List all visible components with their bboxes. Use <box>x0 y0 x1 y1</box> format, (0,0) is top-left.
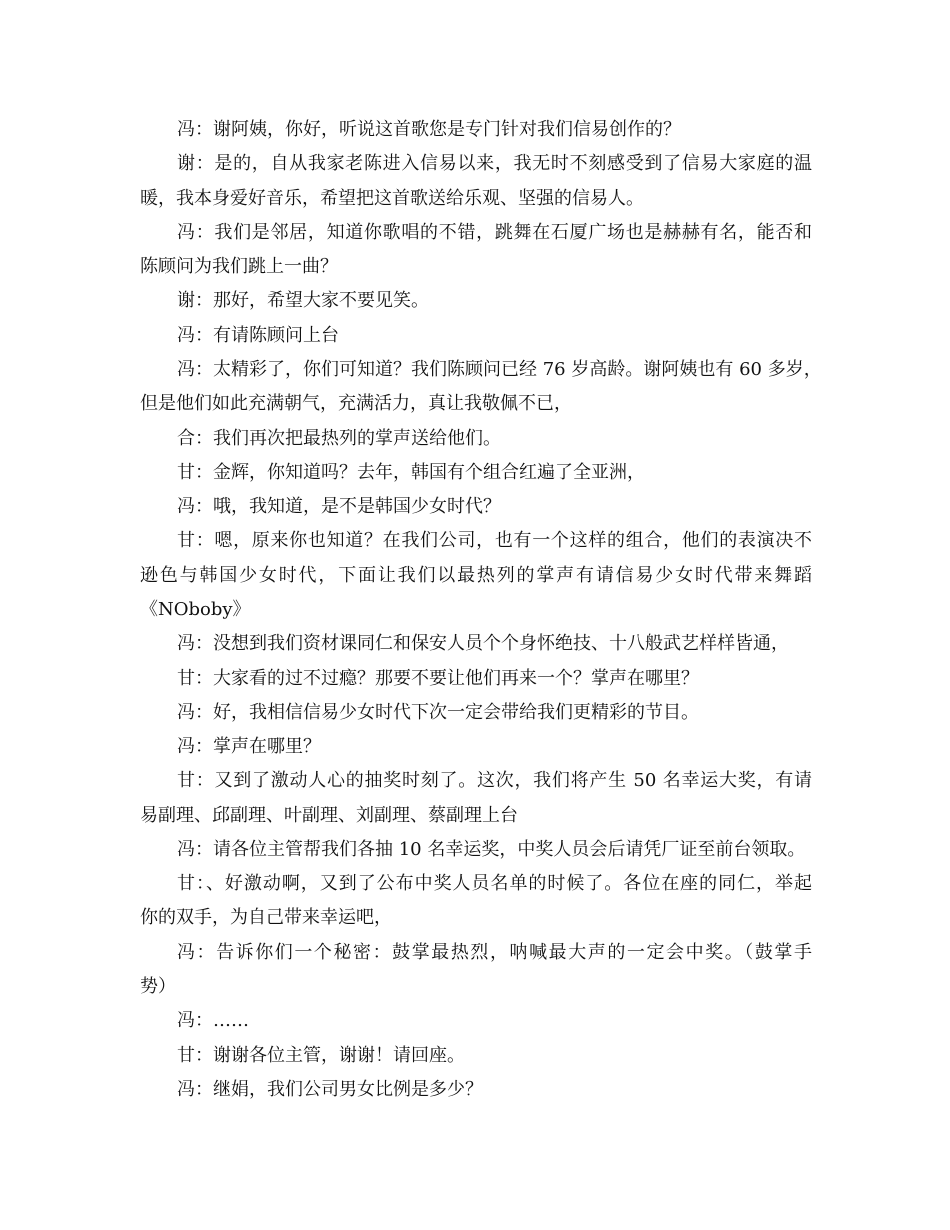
dialogue-line: 暖，我本身爱好音乐，希望把这首歌送给乐观、坚强的信易人。 <box>140 187 644 209</box>
dialogue-line: 冯：…… <box>177 1010 249 1032</box>
dialogue-line: 甘：又到了激动人心的抽奖时刻了。这次，我们将产生 50 名幸运大奖，有请 <box>177 770 812 792</box>
dialogue-paragraph <box>140 1004 812 1038</box>
dialogue-line: 易副理、邱副理、叶副理、刘副理、蔡副理上台 <box>140 804 518 826</box>
dialogue-paragraph <box>140 113 812 147</box>
dialogue-line: 冯：有请陈顾问上台 <box>177 324 339 346</box>
dialogue-line: 《NOboby》 <box>140 598 251 620</box>
dialogue-paragraph <box>140 1039 812 1073</box>
dialogue-paragraph <box>140 662 812 696</box>
dialogue-line: 合：我们再次把最热列的掌声送给他们。 <box>177 427 501 449</box>
dialogue-paragraph <box>140 867 812 936</box>
dialogue-paragraph <box>140 422 812 456</box>
dialogue-paragraph <box>140 319 812 353</box>
dialogue-line: 冯：没想到我们资材课同仁和保安人员个个身怀绝技、十八般武艺样样皆通， <box>177 633 789 655</box>
dialogue-line: 甘：、好激动啊，又到了公布中奖人员名单的时候了。各位在座的同仁，举起 <box>177 873 812 895</box>
dialogue-paragraph <box>140 696 812 730</box>
dialogue-paragraph <box>140 730 812 764</box>
dialogue-paragraph <box>140 627 812 661</box>
dialogue-paragraph <box>140 833 812 867</box>
dialogue-line: 甘：嗯，原来你也知道？在我们公司，也有一个这样的组合，他们的表演决不 <box>177 530 812 552</box>
dialogue-line: 冯：掌声在哪里？ <box>177 736 321 758</box>
dialogue-line: 谢：是的，自从我家老陈进入信易以来，我无时不刻感受到了信易大家庭的温 <box>177 153 812 175</box>
dialogue-line: 谢：那好，希望大家不要见笑。 <box>177 290 429 312</box>
dialogue-line: 甘：大家看的过不过瘾？那要不要让他们再来一个？掌声在哪里？ <box>177 667 699 689</box>
dialogue-line: 冯：哦，我知道，是不是韩国少女时代？ <box>177 496 501 518</box>
dialogue-line: 冯：告诉你们一个秘密：鼓掌最热烈，呐喊最大声的一定会中奖。（鼓掌手 <box>177 941 812 963</box>
dialogue-line: 冯：请各位主管帮我们各抽 10 名幸运奖，中奖人员会后请凭厂证至前台领取。 <box>177 838 806 860</box>
dialogue-line: 甘：谢谢各位主管，谢谢！请回座。 <box>177 1044 465 1066</box>
dialogue-paragraph <box>140 456 812 490</box>
dialogue-paragraph <box>140 490 812 524</box>
dialogue-line: 甘：金辉，你知道吗？去年，韩国有个组合红遍了全亚洲， <box>177 461 645 483</box>
dialogue-line: 逊色与韩国少女时代，下面让我们以最热列的掌声有请信易少女时代带来舞蹈 <box>140 564 812 586</box>
dialogue-line: 势） <box>140 976 176 998</box>
dialogue-paragraph <box>140 147 812 216</box>
dialogue-paragraph <box>140 216 812 285</box>
dialogue-paragraph <box>140 936 812 1005</box>
dialogue-line: 冯：继娟，我们公司男女比例是多少？ <box>177 1078 483 1100</box>
dialogue-line: 冯：我们是邻居，知道你歌唱的不错，跳舞在石厦广场也是赫赫有名，能否和 <box>177 221 812 243</box>
dialogue-line: 冯：太精彩了，你们可知道？我们陈顾问已经 76 岁高龄。谢阿姨也有 60 多岁， <box>177 358 822 380</box>
dialogue-paragraph <box>140 284 812 318</box>
dialogue-line: 你的双手，为自己带来幸运吧， <box>140 907 392 929</box>
dialogue-paragraph <box>140 353 822 422</box>
dialogue-paragraph <box>140 524 812 627</box>
dialogue-line: 陈顾问为我们跳上一曲？ <box>140 256 338 278</box>
dialogue-script <box>140 113 822 1107</box>
dialogue-line: 但是他们如此充满朝气，充满活力，真让我敬佩不已， <box>140 393 572 415</box>
dialogue-line: 冯：谢阿姨，你好，听说这首歌您是专门针对我们信易创作的？ <box>177 119 681 140</box>
dialogue-line: 冯：好，我相信信易少女时代下次一定会带给我们更精彩的节目。 <box>177 701 699 723</box>
dialogue-paragraph <box>140 1073 812 1107</box>
dialogue-paragraph <box>140 764 812 833</box>
